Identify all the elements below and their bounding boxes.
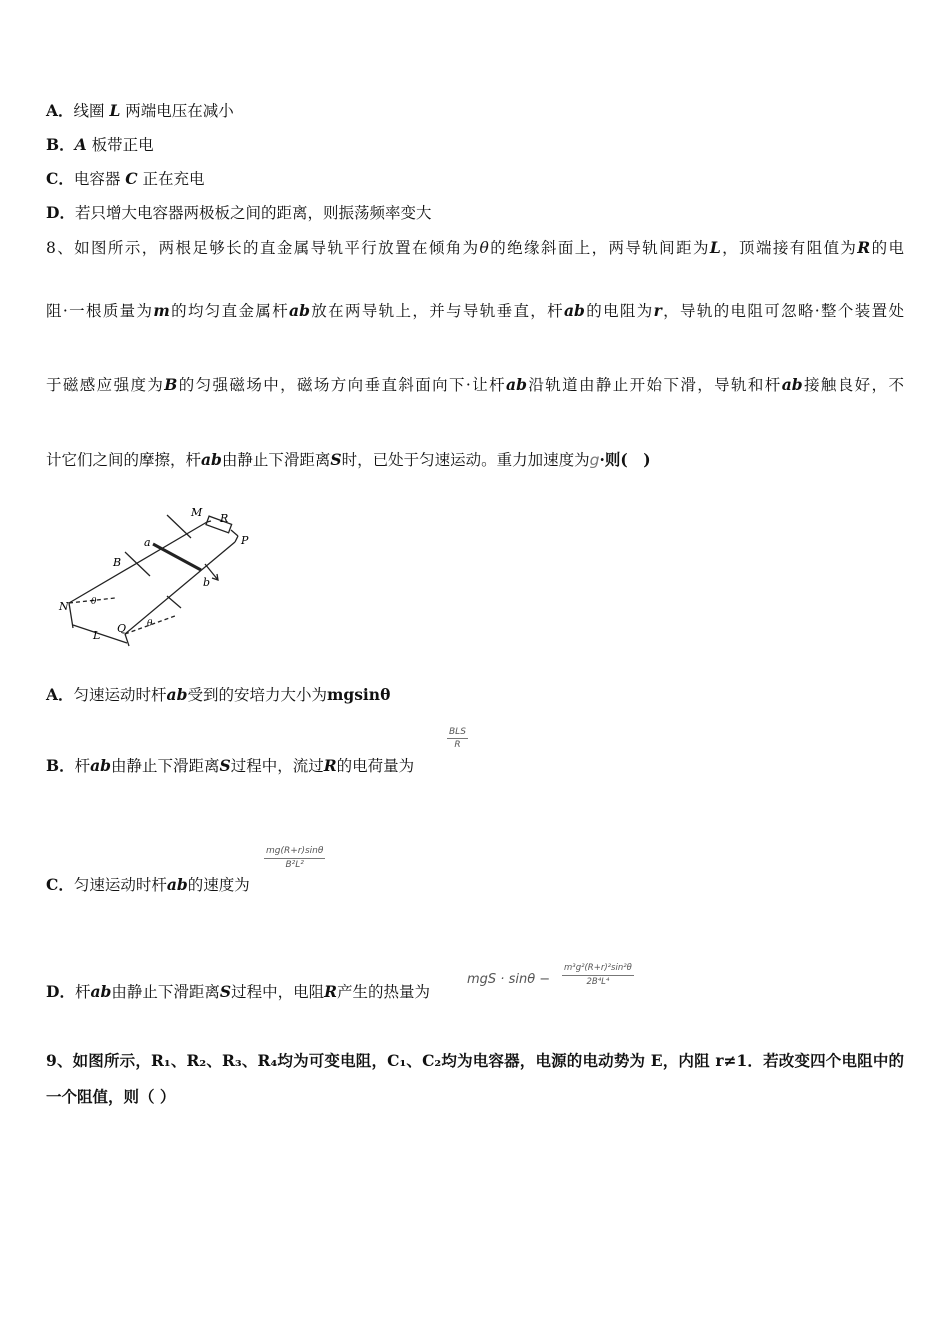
incline-rail-diagram (55, 500, 265, 655)
q9-stem-line2: 一个阻值，则（ ） (46, 1087, 176, 1106)
label-b: b (203, 576, 211, 589)
q8-stem-line4: 计它们之间的摩擦，杆ab由静止下滑距离S时，已处于匀速运动。重力加速度为g·则( ) (46, 450, 651, 469)
q8-stem-line3: 于磁感应强度为B的匀强磁场中，磁场方向垂直斜面向下·让杆ab沿轨道由静止开始下滑，导轨和杆ab接触良好，不 (46, 375, 904, 394)
option-c-fraction: $\frac{mg(R+r)\sin\theta}{\text{B²L²}}$ (266, 846, 324, 870)
label-L: L (93, 629, 101, 642)
option-b-q7: B．A 板带正电 (46, 135, 154, 154)
q9-stem-line1: 9、如图所示，R₁、R₂、R₃、R₄均为可变电阻，C₁、C₂均为电容器，电源的电动势为 E，内阻 r≠1．若改变四个电阻中的 (46, 1051, 904, 1070)
label-theta-2: θ (147, 619, 153, 629)
label-theta-1: θ (91, 597, 97, 607)
q8-option-d: D．杆ab由静止下滑距离S过程中，电阻R产生的热量为 (46, 982, 430, 1001)
option-c-q7: C．电容器 C 正在充电 (46, 169, 205, 188)
q8-option-b: B．杆ab由静止下滑距离S过程中，流过R的电荷量为 (46, 756, 415, 775)
option-a-q7: A．线圈 L 两端电压在减小 (46, 101, 234, 120)
q8-option-c: C．匀速运动时杆ab的速度为 (46, 875, 250, 894)
label-R: R (220, 512, 229, 525)
option-d-formula: mgS · sinθ − (467, 972, 551, 987)
option-d-fraction: $\frac{\text{m³g²(R+r)²sin²θ}}{\text{2B⁴L⁴}}$ (564, 963, 632, 987)
option-b-fraction: BLS R (449, 727, 466, 750)
option-d-q7: D．若只增大电容器两极板之间的距离，则振荡频率变大 (46, 203, 432, 222)
label-B: B (113, 556, 122, 569)
label-Q: Q (117, 622, 127, 635)
label-P: P (241, 534, 249, 547)
q8-option-a: A．匀速运动时杆ab受到的安培力大小为mgsinθ (46, 685, 391, 704)
q8-stem-line1: 8、如图所示，两根足够长的直金属导轨平行放置在倾角为θ的绝缘斜面上，两导轨间距为L，顶端接有阻值为R的电 (46, 238, 904, 257)
label-a: a (144, 536, 151, 549)
q8-stem-line2: 阻·一根质量为m的均匀直金属杆ab放在两导轨上，并与导轨垂直，杆ab的电阻为r，导轨的电阻可忽略·整个装置处 (46, 301, 904, 320)
label-N: N (59, 600, 69, 613)
label-M: M (191, 506, 203, 519)
